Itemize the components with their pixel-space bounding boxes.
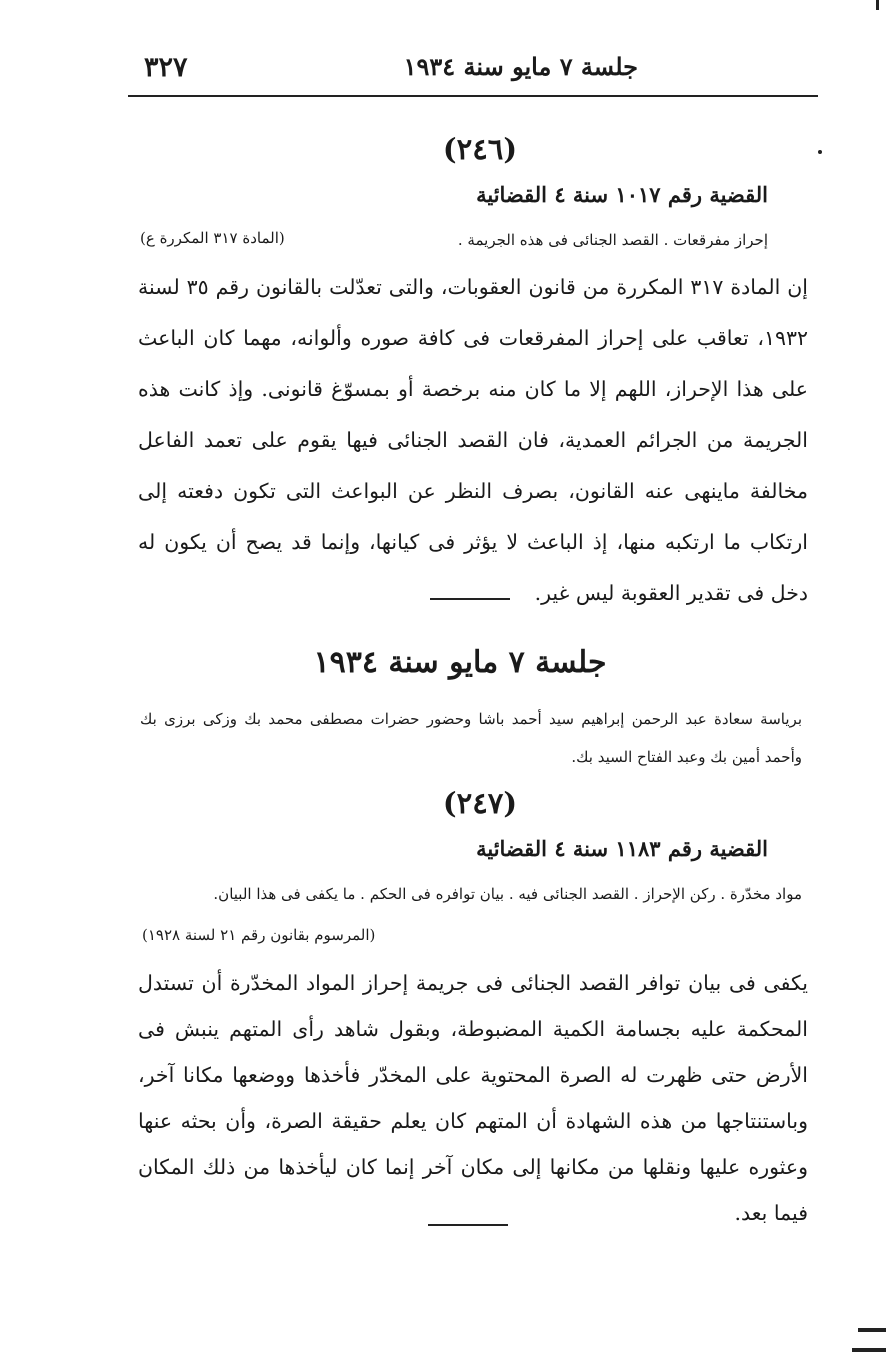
case-keywords: إحراز مفرقعات . القصد الجنائى فى هذه الجريمة .	[457, 231, 768, 249]
top-right-margin-mark	[876, 0, 879, 10]
bottom-right-margin-mark	[858, 1328, 886, 1332]
page-number: ٣٢٧	[144, 52, 188, 83]
bottom-right-margin-mark-2	[852, 1348, 886, 1352]
session-presidency: برياسة سعادة عبد الرحمن إبراهيم سيد أحمد باشا وحضور حضرات مصطفى محمد بك وزكى برزى بك وأحمد أمين بك وعبد الفتاح السيد بك.	[140, 710, 802, 766]
section-separator	[428, 1224, 508, 1226]
session-title: جلسة ٧ مايو سنة ١٩٣٤	[313, 645, 607, 680]
case-number: (٢٤٧)	[442, 786, 518, 820]
case-number: (٢٤٦)	[442, 132, 518, 166]
article-reference: (المادة ٣١٧ المكررة ع)	[140, 229, 285, 247]
header-rule	[128, 95, 818, 97]
running-header-title: جلسة ٧ مايو سنة ١٩٣٤	[403, 52, 638, 81]
margin-dot	[818, 150, 822, 154]
case-title: القضية رقم ١٠١٧ سنة ٤ القضائية	[476, 182, 768, 207]
running-header	[128, 50, 818, 90]
case-body: يكفى فى بيان توافر القصد الجنائى فى جريمة إحراز المواد المخدّرة أن تستدل المحكمة عليه بجسامة الكمية المضبوطة، وبقول شاهد رأى المتهم ينبش فى الأرض حتى ظهرت له الصرة المحتوية على المخدّر فأخذها ووضعها مكانا آخر، وباستنتاجها من هذه الشهادة أن المتهم كان يعلم حقيقة الصرة، وأن بحثه عنها وعثوره عليها ونقلها من مكانها إلى مكان آخر إنما كان ليأخذها من ذلك المكان فيما بعد.	[138, 971, 808, 1225]
case-body: إن المادة ٣١٧ المكررة من قانون العقوبات، والتى تعدّلت بالقانون رقم ٣٥ لسنة ١٩٣٢، تعاقب على إحراز المفرقعات فى كافة صوره وألوانه، مهما كان الباعث على هذا الإحراز، اللهم إلا ما كان منه برخصة أو بمسوّغ قانونى. وإذ كانت هذه الجريمة من الجرائم العمدية، فان القصد الجنائى فيها يقوم على تعمد الفاعل مخالفة ماينهى عنه القانون، بصرف النظر عن البواعث التى تكون دفعته إلى ارتكاب ما ارتكبه منها، إذ الباعث لا يؤثر فى كيانها، وإنما قد يصح أن يكون له دخل فى تقدير العقوبة ليس غير.	[138, 275, 808, 605]
article-reference: (المرسوم بقانون رقم ٢١ لسنة ١٩٢٨)	[142, 926, 376, 944]
case-title: القضية رقم ١١٨٣ سنة ٤ القضائية	[476, 836, 768, 861]
case-keywords: مواد مخدّرة . ركن الإحراز . القصد الجنائى فيه . بيان توافره فى الحكم . ما يكفى فى هذا البيان.	[213, 885, 802, 903]
section-separator	[430, 598, 510, 600]
